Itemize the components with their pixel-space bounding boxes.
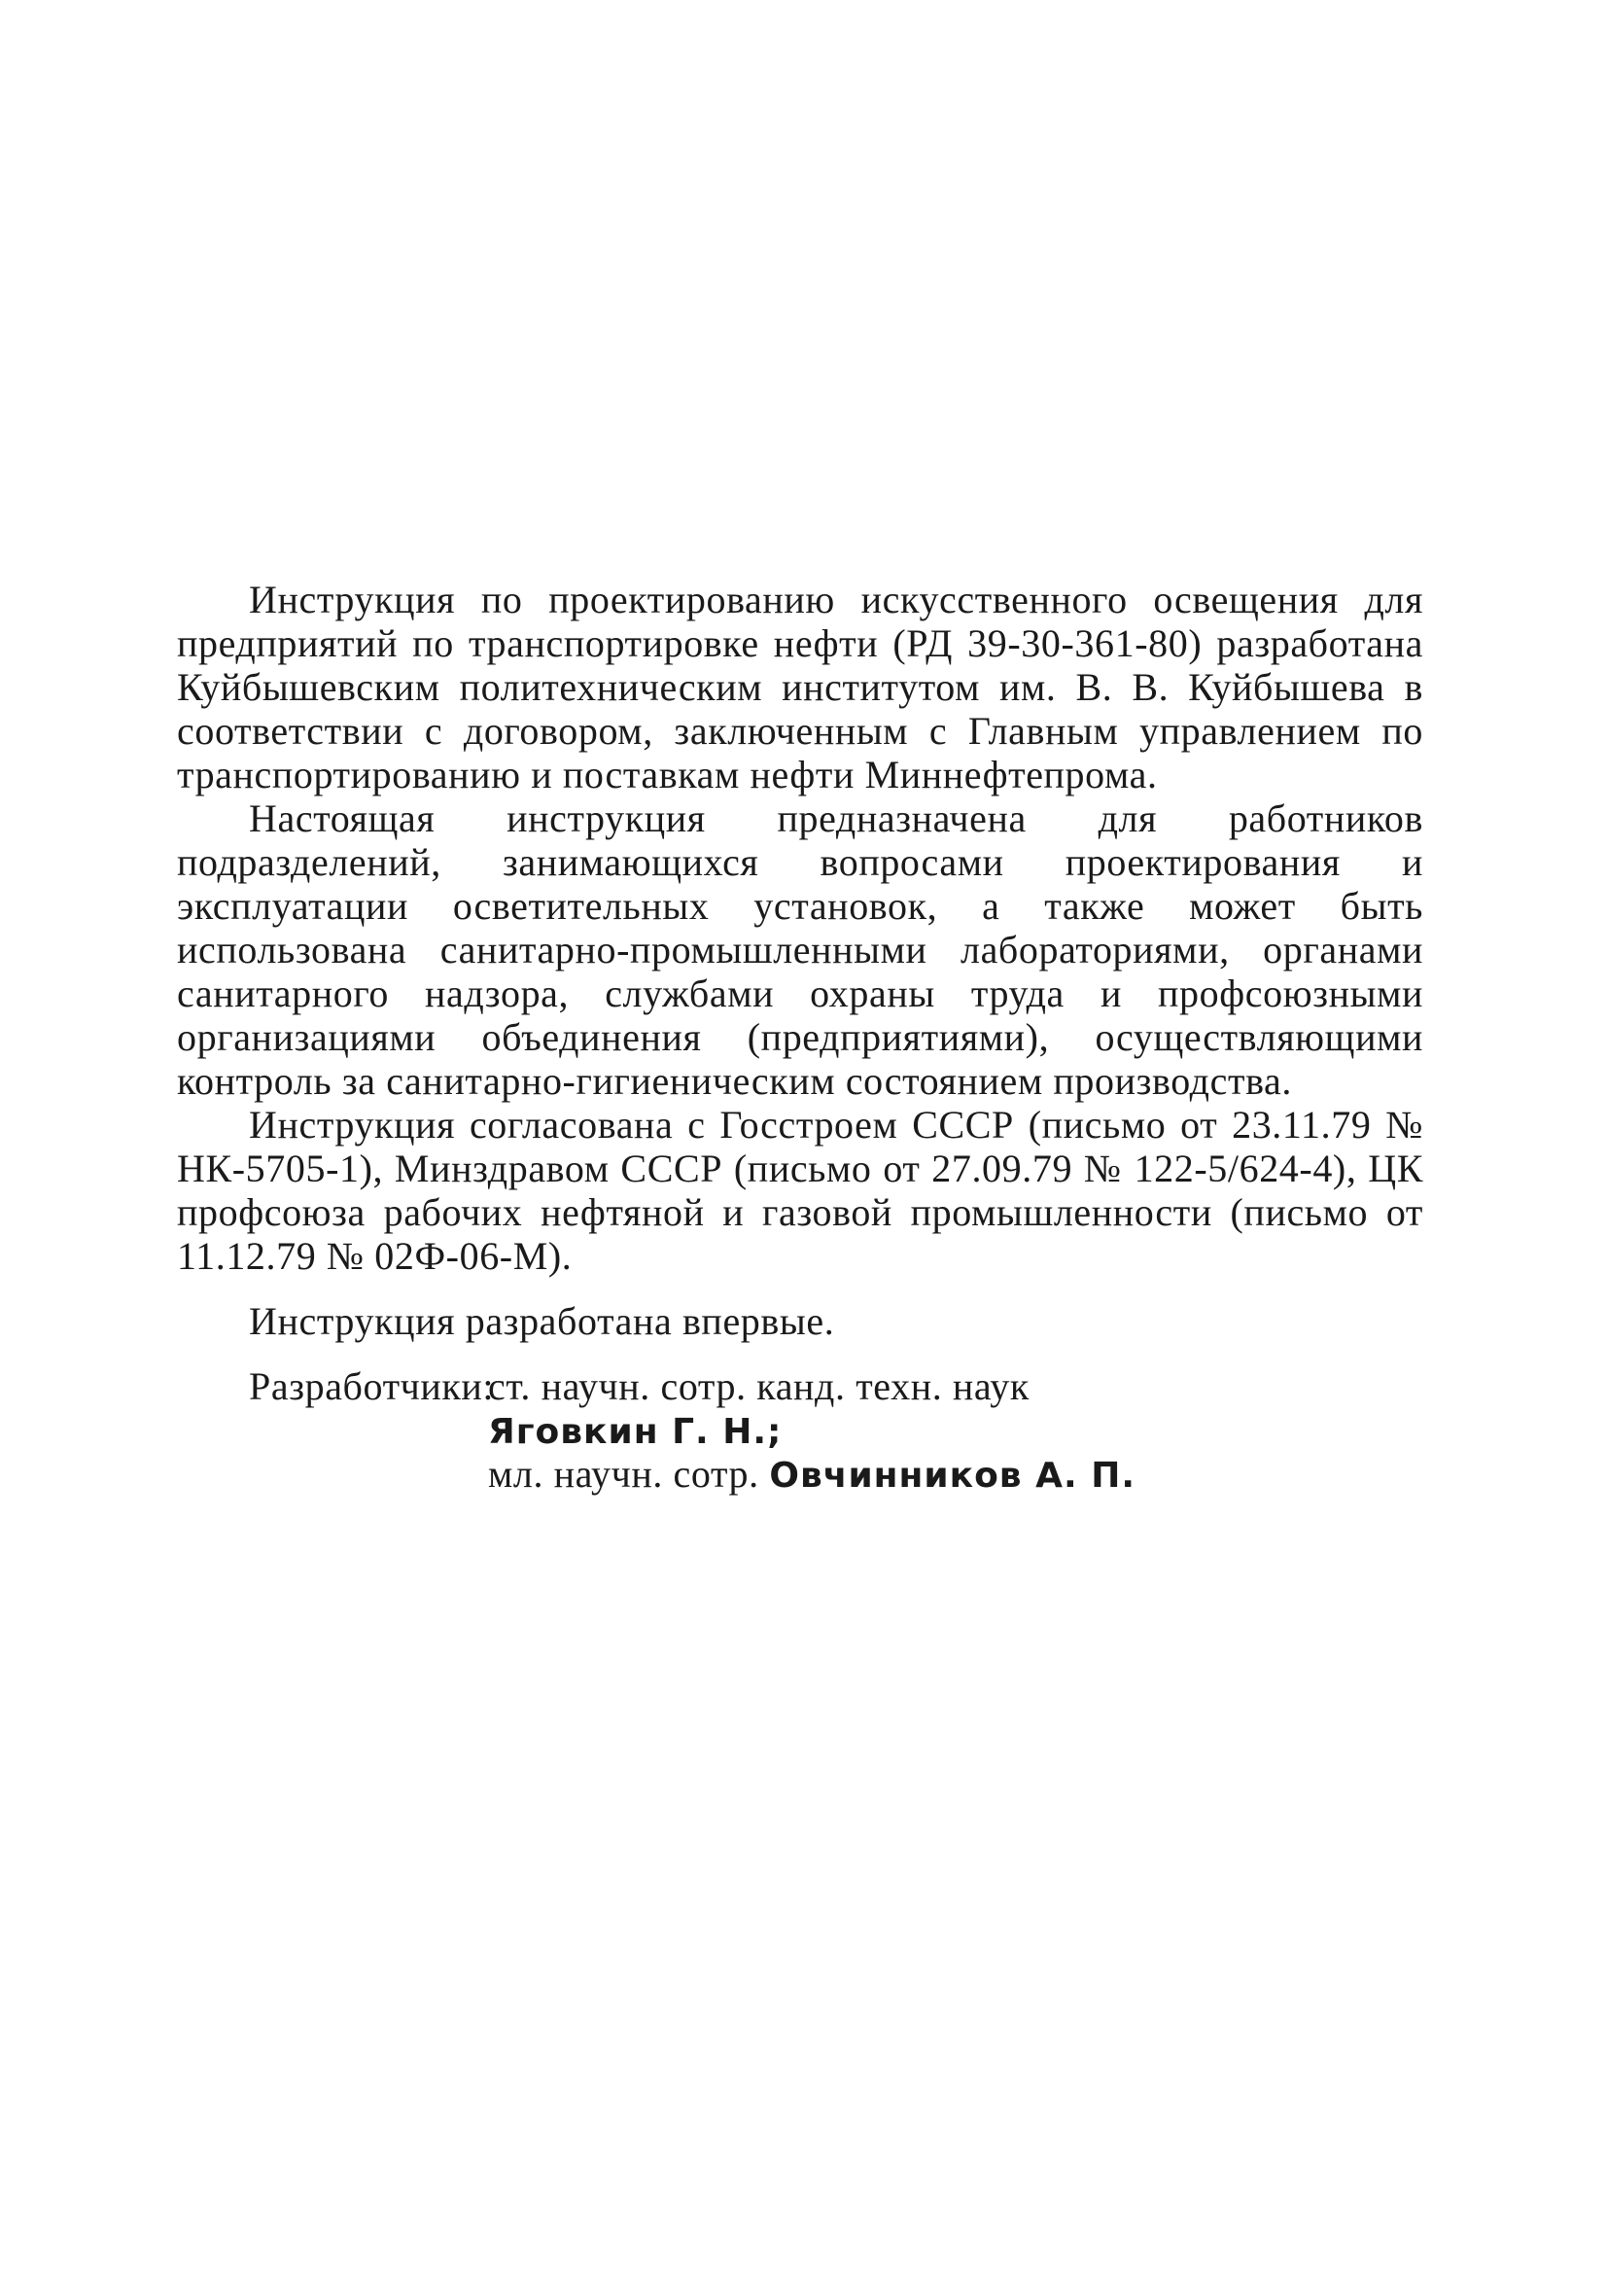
developer-first-name-line [488,1408,1423,1452]
developer-first-role: ст. научн. сотр. канд. техн. наук [488,1364,1030,1408]
paragraph-development-info: Инструкция по проектированию искусственного освещения для предприятий по транспортировке нефти (РД 39-30-361-80) разработана Куйбышевским политехническим институтом им. В. В. Куйбышева в соответствии с договором, заключенным с Главным управлением по транспортированию и поставкам нефти Миннефтепрома. [177,578,1423,796]
developer-second-name: Овчинников А. П. [769,1456,1135,1496]
paragraph-first-edition: Инструкция разработана впервые. [249,1299,835,1343]
developers-list [488,1364,1423,1496]
developers-row [177,1364,1423,1496]
paragraph-approval: Инструкция согласована с Госстроем СССР (письмо от 23.11.79 № НК-5705-1), Минздравом СССР (письмо от 27.09.79 № 122-5/624-4), ЦК профсоюза рабочих нефтяной и газовой промышленности (письмо от 11.12.79 № 02Ф-06-М). [177,1103,1423,1278]
paragraph-purpose: Настоящая инструкция предназначена для работников подразделений, занимающихся вопросами проектирования и эксплуатации осветительных установок, а также может быть использована санитарно-промышленными лабораториями, органами санитарного надзора, службами охраны труда и профсоюзными организациями объединения (предприятиями), осуществляющими контроль за санитарно-гигиеническим состоянием производства. [177,796,1423,1103]
developers-label: Разработчики: [249,1364,495,1408]
developer-second-line [488,1452,1423,1496]
developer-second-role: мл. научн. сотр. [488,1452,759,1496]
document-text [177,578,1423,1496]
developers-section [177,1364,1423,1496]
developer-first-name: Яговкин Г. Н.; [488,1412,783,1452]
